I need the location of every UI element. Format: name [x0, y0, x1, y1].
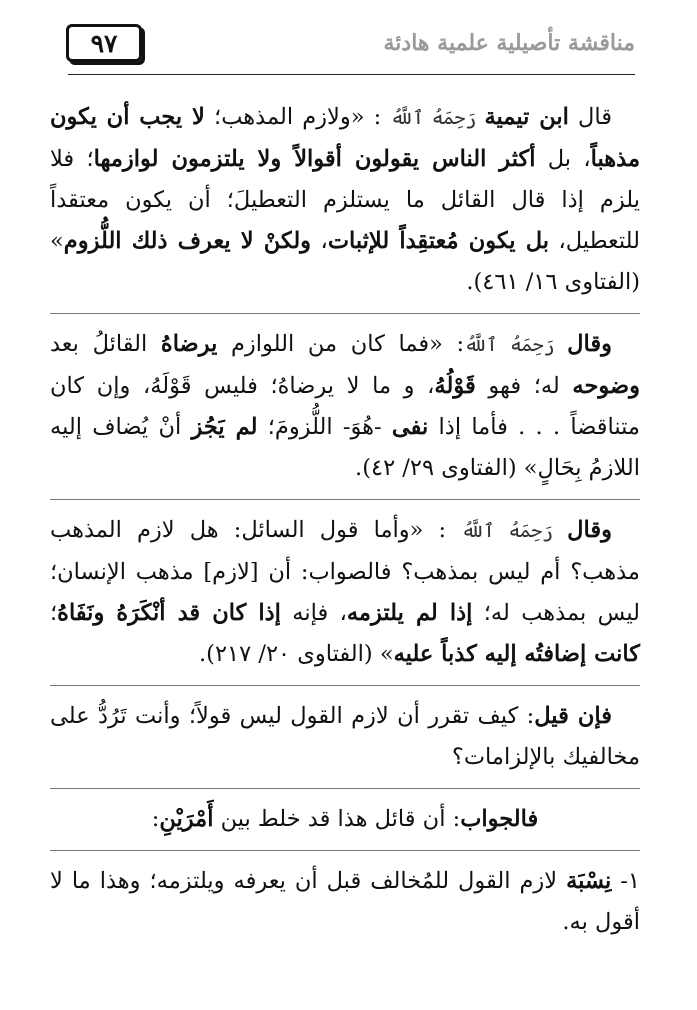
body-text: ، و ما لا يرضاهُ؛ فليس قَوْلَهُ، وإن كان متناقضاً . . . فأما إذا [50, 373, 640, 440]
honorific-phrase: رَحِمَهُ ٱللَّهُ [461, 520, 568, 542]
body-text: » (الفتاوى ١٦/ ٤٦١). [50, 228, 640, 295]
paragraph-divider [50, 788, 640, 789]
emphasis-text: أَمْرَيْنِ [159, 806, 214, 832]
body-text: أنْ يُضاف إليه اللازمُ بِحَالٍ» (الفتاوى ٢٩/ ٤٢). [50, 414, 640, 481]
body-text: ، فإنه [280, 600, 347, 626]
honorific-phrase: رَحِمَهُ ٱللَّهُ [390, 107, 485, 129]
emphasis-text: وقال [567, 517, 612, 543]
body-text: له؛ فهو [475, 373, 573, 399]
body-text: ، [311, 228, 328, 254]
paragraph-question [50, 696, 640, 778]
paragraph-ibn-taymiyya-2 [50, 324, 640, 489]
body-text: لازم القول للمُخالف قبل أن يعرفه ويلتزمه؛ وهذا ما لا أقول به. [50, 868, 640, 935]
paragraph-divider [50, 313, 640, 314]
emphasis-text: فالجواب [460, 806, 539, 832]
honorific-phrase: رَحِمَهُ ٱللَّهُ [464, 334, 568, 356]
body-text: » (الفتاوى ٢٠/ ٢١٧). [199, 641, 394, 667]
body-text: : كيف تقرر أن لازم القول ليس قولاً؛ وأنت تَرُدُّ على مخالفيك بالإلزامات؟ [50, 703, 640, 770]
emphasis-text: إذا كان قد أنْكَرَهُ ونَفَاهُ [57, 600, 281, 626]
body-text: : «ولازم المذهب؛ [204, 104, 391, 130]
emphasis-text: وقال [567, 331, 612, 357]
page-number-box [66, 24, 142, 62]
body-text: : أن قائل هذا قد خلط بين [213, 806, 461, 832]
paragraph-answer-intro [50, 799, 640, 840]
emphasis-text: قَوْلُهُ [434, 373, 476, 399]
emphasis-text: يرضاهُ [160, 331, 218, 357]
emphasis-text: لا يجب أن يكون مذهباً [50, 104, 640, 172]
paragraph-ibn-taymiyya-1 [50, 97, 640, 303]
body-text: ؛ فلا يلزم إذا قال القائل ما يستلزم التعطيلَ؛ أن يكون معتقداً للتعطيل، [50, 146, 640, 254]
page-body [50, 97, 640, 953]
body-text: ١- [611, 868, 640, 894]
body-text: : «وأما قول السائل: هل لازم المذهب مذهب؟ أم ليس بمذهب؟ فالصواب: أن [لازم] مذهب الإنسان؛ ليس بمذهب له؛ [50, 517, 640, 626]
paragraph-divider [50, 850, 640, 851]
emphasis-text: لم يَجُز [191, 414, 258, 440]
page-header [62, 24, 635, 76]
emphasis-text: كانت إضافتُه إليه كذباً عليه [393, 641, 640, 667]
paragraph-divider [50, 499, 640, 500]
emphasis-text: ولكنْ لا يعرف ذلك اللُّزوم [63, 228, 312, 254]
emphasis-text: إذا لم يلتزمه [346, 600, 473, 626]
body-text: : «فما كان من اللوازم [217, 331, 465, 357]
header-rule [68, 74, 635, 75]
running-title: مناقشة تأصيلية علمية هادئة [383, 30, 635, 56]
body-text: القائلُ بعد [50, 331, 161, 357]
body-text: ؛ [50, 600, 58, 626]
body-text: : [151, 806, 160, 832]
emphasis-text: نفى [391, 414, 429, 440]
emphasis-text: بل يكون مُعتقِداً للإثبات [327, 228, 549, 254]
page-number: ٩٧ [90, 28, 118, 58]
emphasis-text: ابن تيمية [484, 104, 569, 130]
body-text: قال [568, 104, 613, 130]
emphasis-text: نِسْبَة [566, 868, 612, 894]
emphasis-text: أكثر الناس يقولون أقوالاً ولا يلتزمون لوازمها [93, 146, 536, 172]
body-text: ، بل [535, 146, 591, 172]
paragraph-ibn-taymiyya-3 [50, 510, 640, 675]
paragraph-divider [50, 685, 640, 686]
emphasis-text: وضوحه [572, 373, 640, 399]
emphasis-text: فإن قيل [534, 703, 612, 729]
paragraph-point-1 [50, 861, 640, 943]
body-text: -هُوَ- اللُّزومَ؛ [257, 414, 392, 440]
